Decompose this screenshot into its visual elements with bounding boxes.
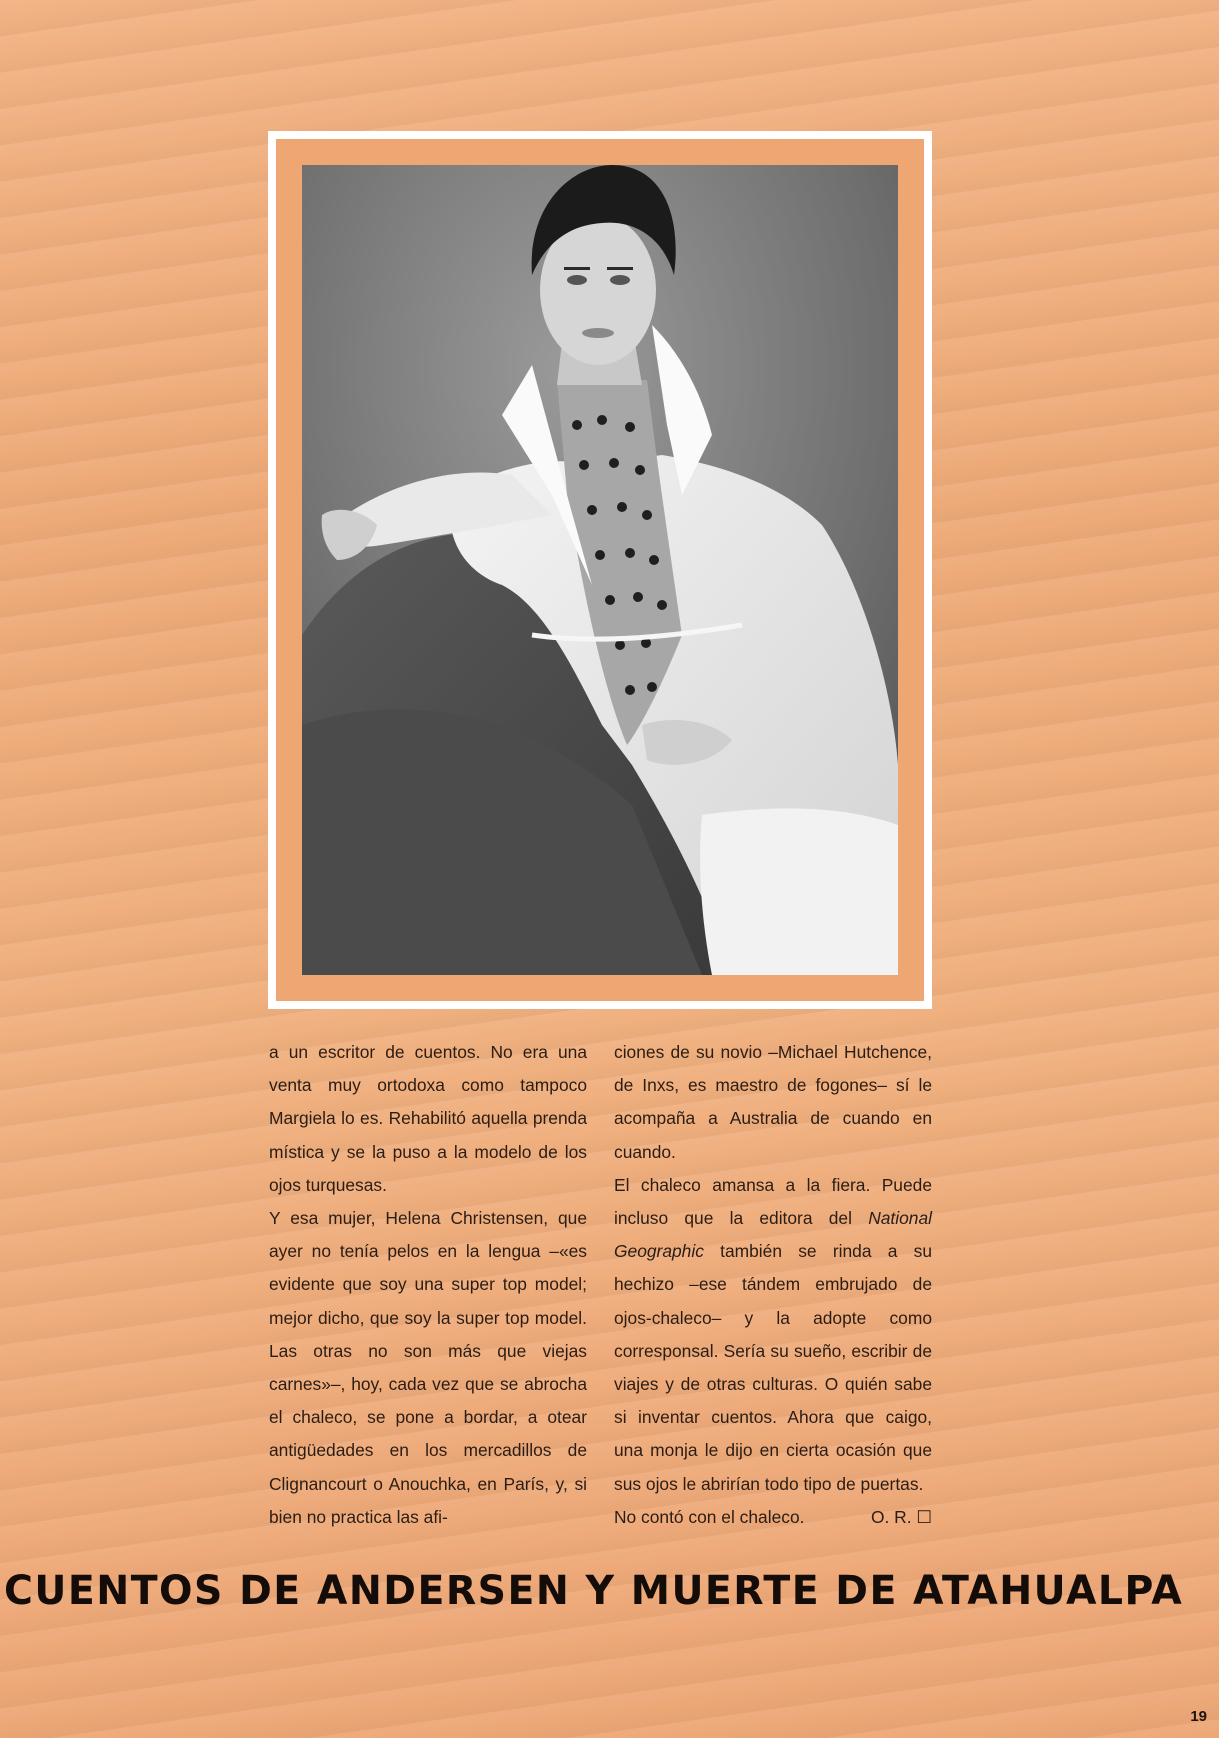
article-left-column	[269, 1036, 587, 1534]
paragraph: ciones de su novio –Michael Hutchence, de Inxs, es maestro de fogones– sí le acompaña a Australia de cuando en cuando.	[614, 1042, 932, 1162]
author-signature: O. R. ☐	[870, 1506, 932, 1527]
paragraph	[614, 1169, 932, 1501]
closing-sentence: No contó con el chaleco.	[614, 1506, 805, 1527]
headline: CUENTOS DE ANDERSEN Y MUERTE DE ATAHUALPA	[4, 1568, 1184, 1614]
article-right-column	[614, 1036, 932, 1534]
portrait-photo	[302, 165, 898, 975]
italic-title: Geographic	[614, 1241, 704, 1262]
paragraph: a un escritor de cuentos. No era una venta muy ortodoxa como tampoco Margiela lo es. Rehabilitó aquella prenda mística y se la puso a la modelo de los ojos turquesas.	[269, 1042, 587, 1195]
closing-line	[614, 1501, 932, 1534]
italic-title: National	[868, 1208, 932, 1229]
page-number: 19	[1190, 1708, 1207, 1725]
paragraph: Y esa mujer, Helena Christensen, que ayer no tenía pelos en la lengua –«es evidente que soy una super top model; mejor dicho, que soy la super top model. Las otras no son más que viejas carnes»–, hoy, cada vez que se abrocha el chaleco, se pone a bordar, a otear antigüedades en los mercadillos de Clignancourt o Anouchka, en París, y, si bien no practica las afi-	[269, 1208, 587, 1527]
photo-frame	[268, 131, 932, 1009]
text-span: también se rinda a su hechizo –ese tándem embrujado de ojos-chaleco– y la adopte como corresponsal. Sería su sueño, escribir de viajes y de otras culturas. O quién sabe si inventar cuentos. Ahora que caigo, una monja le dijo en cierta ocasión que sus ojos le abrirían todo tipo de puertas.	[614, 1241, 932, 1494]
text-span: El chaleco amansa a la fiera. Puede incluso que la editora del	[614, 1174, 932, 1229]
